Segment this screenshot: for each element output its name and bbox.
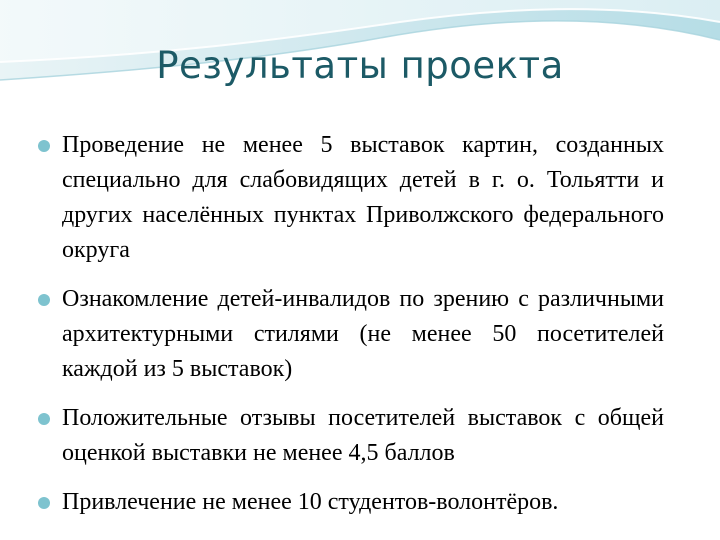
bullet-dot-icon [38,140,50,152]
bullet-dot-icon [38,497,50,509]
bullet-text: Положительные отзывы посетителей выставок с общей оценкой выставки не менее 4,5 баллов [62,405,664,466]
bullet-dot-icon [38,413,50,425]
list-item [36,401,664,471]
list-item [36,485,664,520]
bullet-dot-icon [38,294,50,306]
bullet-text: Ознакомление детей-инвалидов по зрению с различными архитектурными стилями (не менее 50 посетителей каждой из 5 выставок) [62,286,664,382]
bullet-text: Привлечение не менее 10 студентов-волонтёров. [62,489,559,515]
slide-title: Результаты проекта [156,44,564,87]
results-list [36,128,664,534]
bullet-text: Проведение не менее 5 выставок картин, созданных специально для слабовидящих детей в г. о. Тольятти и других населённых пунктах Приволжского федерального округа [62,132,664,263]
list-item [36,282,664,387]
list-item [36,128,664,268]
